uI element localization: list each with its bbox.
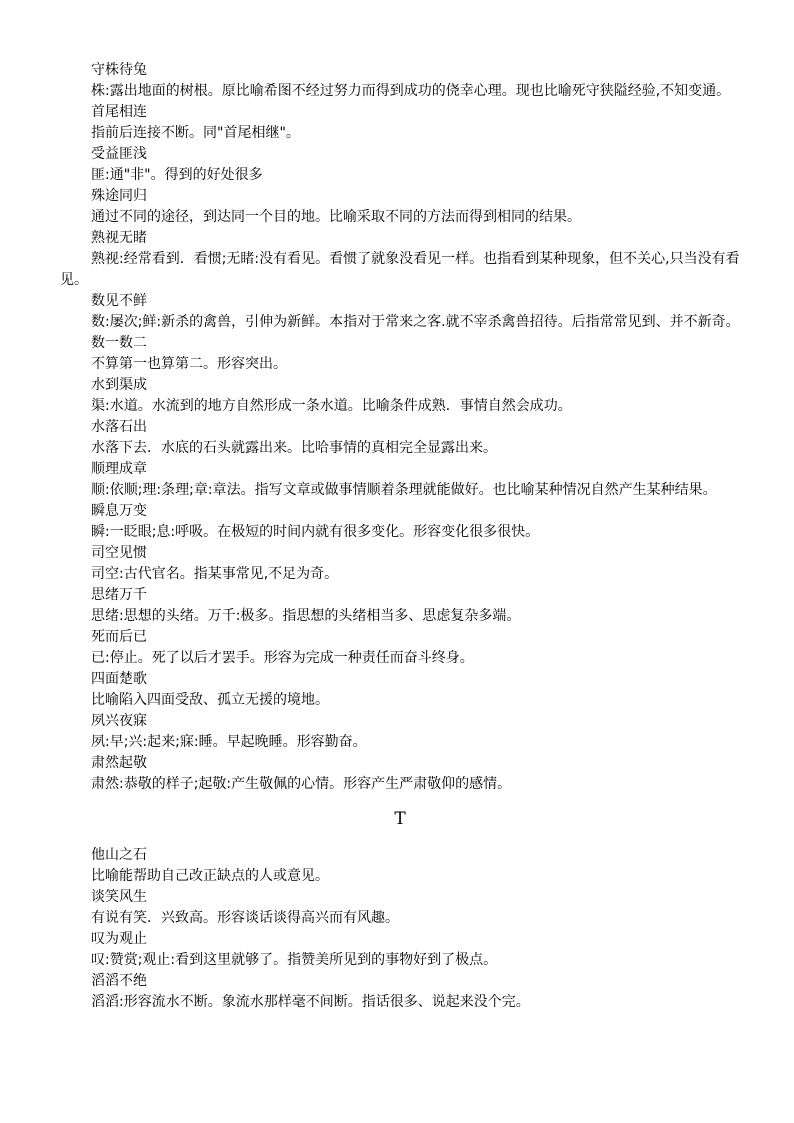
idiom-term: 思绪万千 [91, 587, 147, 603]
idiom-definition: 已:停止。死了以后才罢手。形容为完成一种责任而奋斗终身。 [91, 650, 474, 666]
idiom-term: 数一数二 [91, 335, 147, 351]
idiom-definition: 司空:古代官名。指某事常见,不足为奇。 [91, 566, 339, 582]
idiom-definition: 匪:通"非"。得到的好处很多 [91, 167, 263, 183]
idiom-term: 数见不鲜 [91, 293, 147, 309]
idiom-term: 水落石出 [91, 419, 147, 435]
idiom-definition: 顺:依顺;理:条理;章:章法。指写文章或做事情顺着条理就能做好。也比喻某种情况自然产生某种结果。 [91, 482, 717, 498]
idiom-term: 肃然起敬 [91, 755, 147, 771]
idiom-definition: 比喻能帮助自己改正缺点的人或意见。 [91, 868, 329, 884]
idiom-term: 瞬息万变 [91, 503, 147, 519]
idiom-definition: 肃然:恭敬的样子;起敬:产生敬佩的心情。形容产生严肃敬仰的感情。 [91, 776, 512, 792]
idiom-term: 守株待兔 [91, 62, 147, 78]
idiom-term: 滔滔不绝 [91, 973, 147, 989]
idiom-definition: 指前后连接不断。同"首尾相继"。 [91, 125, 300, 141]
idiom-term: 受益匪浅 [91, 146, 147, 162]
section-letter-heading: T [394, 809, 406, 829]
idiom-term: 四面楚歌 [91, 671, 147, 687]
idiom-definition: 株:露出地面的树根。原比喻希图不经过努力而得到成功的侥幸心理。现也比喻死守狭隘经验,不知变通。 [91, 83, 731, 99]
idiom-term: 首尾相连 [91, 104, 147, 120]
idiom-term: 殊途同归 [91, 188, 147, 204]
idiom-definition: 数:屡次;鲜:新杀的禽兽，引伸为新鲜。本指对于常来之客.就不宰杀禽兽招待。后指常常见到、并不新奇。 [91, 314, 740, 330]
section-t [60, 845, 740, 1013]
idiom-definition: 有说有笑．兴致高。形容谈话谈得高兴而有风趣。 [91, 910, 399, 926]
idiom-definition: 通过不同的途径，到达同一个目的地。比喻采取不同的方法而得到相同的结果。 [91, 209, 581, 225]
idiom-definition: 叹:赞赏;观止:看到这里就够了。指赞美所见到的事物好到了极点。 [91, 952, 498, 968]
idiom-term: 死而后已 [91, 629, 147, 645]
idiom-term: 顺理成章 [91, 461, 147, 477]
section-s [60, 60, 740, 795]
idiom-definition: 瞬:一眨眼;息:呼吸。在极短的时间内就有很多变化。形容变化很多很快。 [91, 524, 540, 540]
idiom-list [60, 60, 740, 1013]
idiom-definition: 不算第一也算第二。形容突出。 [91, 356, 287, 372]
idiom-definition: 渠:水道。水流到的地方自然形成一条水道。比喻条件成熟．事情自然会成功。 [91, 398, 572, 414]
idiom-term: 熟视无睹 [91, 230, 147, 246]
idiom-term: 司空见惯 [91, 545, 147, 561]
idiom-term: 叹为观止 [91, 931, 147, 947]
idiom-definition: 夙:早;兴:起来;寐:睡。早起晚睡。形容勤奋。 [91, 734, 367, 750]
idiom-term: 谈笑风生 [91, 889, 147, 905]
idiom-term: 他山之石 [91, 847, 147, 863]
idiom-definition: 滔滔:形容流水不断。象流水那样毫不间断。指话很多、说起来没个完。 [91, 994, 530, 1010]
idiom-definition: 思绪:思想的头绪。万千:极多。指思想的头绪相当多、思虑复杂多端。 [91, 608, 521, 624]
idiom-term: 水到渠成 [91, 377, 147, 393]
idiom-definition: 熟视:经常看到．看惯;无睹:没有看见。看惯了就象没看见一样。也指看到某种现象，但不关心,只当没有看见。 [60, 251, 740, 288]
idiom-term: 夙兴夜寐 [91, 713, 147, 729]
idiom-definition: 水落下去．水底的石头就露出来。比哈事情的真相完全显露出来。 [91, 440, 497, 456]
idiom-definition: 比喻陷入四面受敌、孤立无援的境地。 [91, 692, 329, 708]
